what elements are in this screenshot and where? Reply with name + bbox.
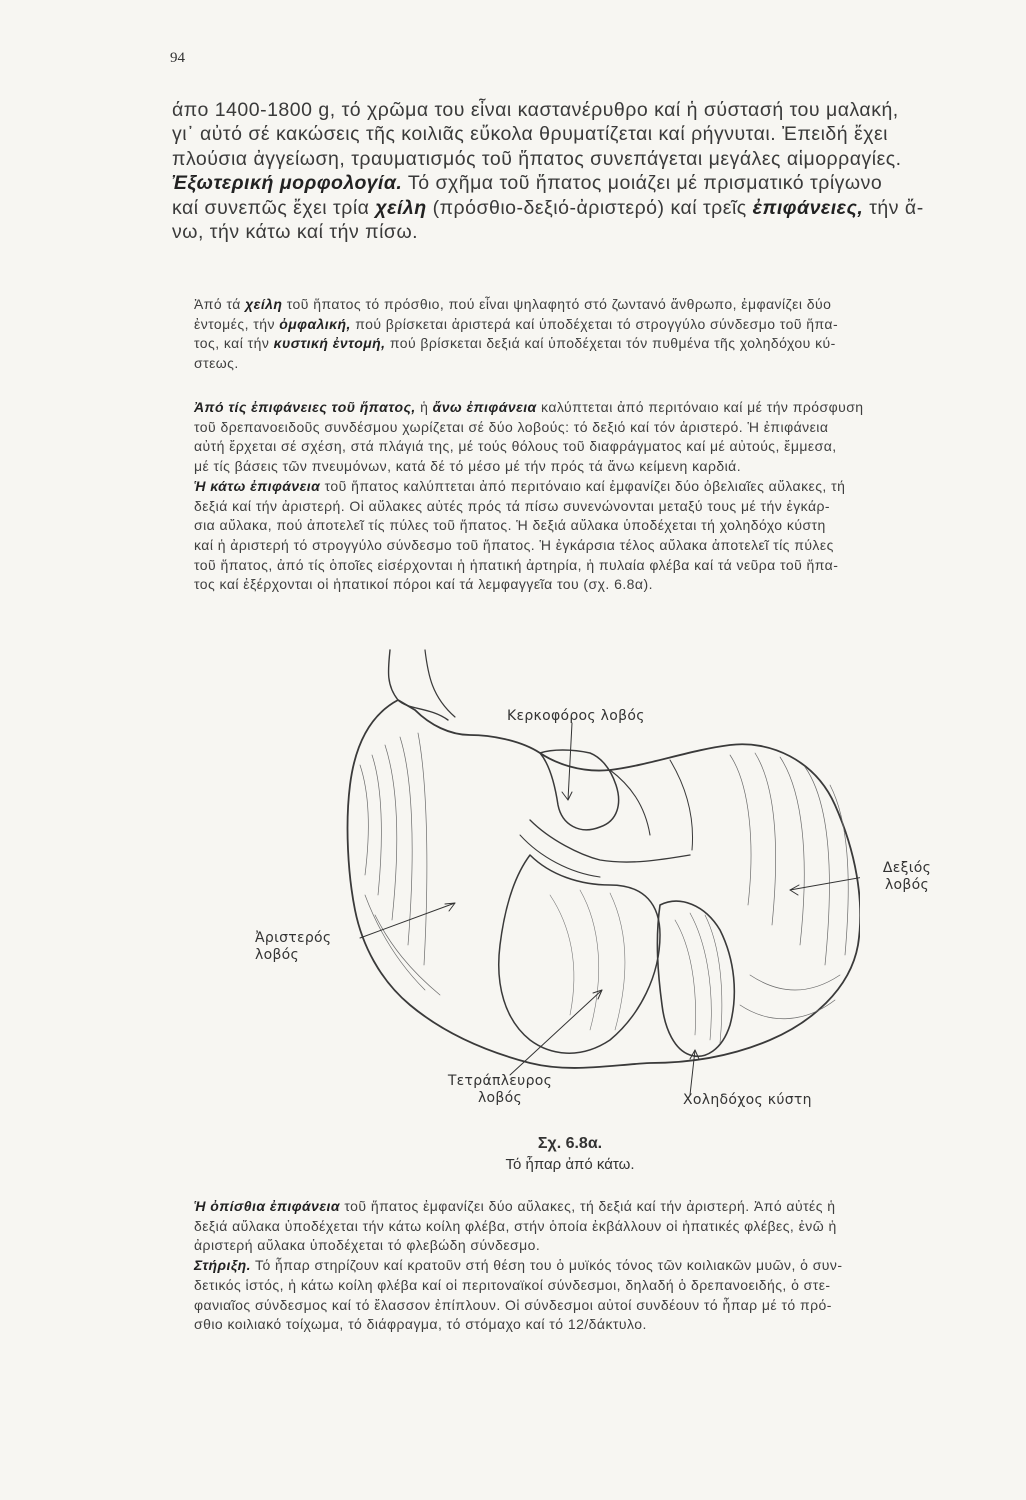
- intro-line: πλούσια ἀγγείωση, τραυματισμός τοῦ ἥπατος συνεπάγεται μεγάλες αἱμορραγίες.: [172, 147, 902, 170]
- posterior-paragraph: [194, 1197, 1012, 1335]
- label-left-lobe: [255, 930, 360, 964]
- intro-text: (πρόσθιο-δεξιό-ἀριστερό) καί τρεῖς: [426, 196, 753, 219]
- label-line: λοβός: [255, 947, 300, 963]
- label-line: Τετράπλευρος: [447, 1073, 553, 1089]
- text: ἡ: [415, 399, 433, 415]
- term: Στήριξη.: [194, 1257, 251, 1274]
- term: ἄνω ἐπιφάνεια: [432, 399, 537, 415]
- text: τοῦ ἥπατος τό πρόσθιο, πού εἶναι ψηλαφητό στό ζωντανό ἄνθρωπο, ἐμφανίζει δύο: [282, 296, 832, 312]
- intro-line: γι᾽ αὐτό σέ κακώσεις τῆς κοιλιᾶς εὔκολα θρυματίζεται καί ρήγνυται. Ἐπειδή ἔχει: [172, 123, 889, 146]
- text: φανιαῖος σύνδεσμος καί τό ἔλασσον ἐπίπλουν. Οἱ σύνδεσμοι αὐτοί συνδέουν τό ἧπαρ μέ τό πρό-: [194, 1296, 832, 1313]
- text: δεξιά αὔλακα ὑποδέχεται τήν κάτω κοίλη φλέβα, στήν ὁποία ἐκβάλλουν οἱ ἡπατικές φλέβες, ἐνῶ ἡ: [194, 1217, 837, 1234]
- text: δεξιά καί τήν ἀριστερή. Οἱ αὔλακες αὐτές πρός τά πίσω συνενώνονται μεταξύ τους μέ τήν ἐγκάρ-: [194, 497, 831, 514]
- text: σια αὔλακα, πού ἀποτελεῖ τίς πύλες τοῦ ἥπατος. Ἡ δεξιά αὔλακα ὑποδέχεται τή χοληδόχο κύστη: [194, 517, 826, 534]
- surfaces-paragraph: [194, 398, 1012, 595]
- caption-title: Σχ. 6.8α.: [537, 1135, 603, 1152]
- caption-text: Τό ἧπαρ ἀπό κάτω.: [505, 1156, 635, 1173]
- label-line: λοβός: [884, 877, 930, 893]
- text: καλύπτεται ἀπό περιτόναιο καί μέ τήν πρόσφυση: [536, 399, 864, 415]
- term: χείλη: [245, 296, 283, 312]
- label-caudate-lobe: Κερκοφόρος λοβός: [507, 708, 645, 724]
- figure-caption: [440, 1133, 700, 1175]
- text: στεως.: [194, 355, 239, 372]
- page-number: 94: [170, 50, 185, 66]
- term: κυστική ἐντομή,: [273, 335, 386, 352]
- intro-text: τήν ἄ-: [863, 196, 924, 219]
- text: Τό ἧπαρ στηρίζουν καί κρατοῦν στή θέση του ὁ μυϊκός τόνος τῶν κοιλιακῶν μυῶν, ὁ συν-: [250, 1257, 843, 1274]
- liver-figure: [250, 645, 932, 1125]
- text: τος, καί τήν: [194, 335, 274, 352]
- term: Ἡ κάτω ἐπιφάνεια: [194, 477, 321, 494]
- text: αὐτή ἔρχεται σέ σχέση, στά πλάγιά της, μέ τούς θόλους τοῦ διαφράγματος καί μέ αὐτούς, ἔμμεσα,: [194, 438, 837, 455]
- text: ἀριστερή αὔλακα ὑποδέχεται τό φλεβώδη σύνδεσμο.: [194, 1237, 541, 1254]
- text: τοῦ ἥπατος καλύπτεται ἀπό περιτόναιο καί ἐμφανίζει δύο ὀβελιαῖες αὔλακες, τή: [320, 477, 846, 494]
- label-quadrate-lobe: [440, 1073, 560, 1107]
- text: δετικός ἱστός, ἡ κάτω κοίλη φλέβα καί οἱ περιτοναϊκοί σύνδεσμοι, δηλαδή ὁ δρεπανοειδής, ὁ στε-: [194, 1276, 831, 1293]
- label-line: Δεξιός: [882, 860, 932, 876]
- text: πού βρίσκεται δεξιά καί ὑποδέχεται τόν πυθμένα τῆς χοληδόχου κύ-: [385, 335, 836, 352]
- text: μέ τίς βάσεις τῶν πνευμόνων, κατά δέ τό μέσο μέ τήν πρός τά ἄνω κείμενη καρδιά.: [194, 458, 742, 475]
- text: ἐντομές, τήν: [194, 315, 280, 332]
- morphology-heading: Ἐξωτερική μορφολογία.: [172, 172, 403, 195]
- label-gallbladder: Χοληδόχος κύστη: [683, 1092, 812, 1108]
- text: τοῦ δρεπανοειδοῦς συνδέσμου χωρίζεται σέ δύο λοβούς: τό δεξιό καί τόν ἀριστερό. Ἡ ἐπιφάνεια: [194, 418, 829, 435]
- cheili-paragraph: [194, 295, 1012, 374]
- text: σθιο κοιλιακό τοίχωμα, τό διάφραγμα, τό στόμαχο καί τό 12/δάκτυλο.: [194, 1316, 647, 1333]
- label-line: Ἀριστερός: [255, 930, 332, 946]
- label-line: λοβός: [477, 1090, 523, 1106]
- text: πού βρίσκεται ἀριστερά καί ὑποδέχεται τό στρογγύλο σύνδεσμο τοῦ ἥπα-: [350, 315, 839, 332]
- intro-paragraph: [172, 98, 1010, 244]
- text: τοῦ ἥπατος, ἀπό τίς ὁποῖες εἰσέρχονται ἡ ἡπατική ἀρτηρία, ἡ πυλαία φλέβα καί τά νεῦρα τοῦ ἥπα-: [194, 556, 839, 573]
- text: Ἀπό τά: [194, 296, 246, 312]
- intro-text: Τό σχῆμα τοῦ ἥπατος μοιάζει μέ πρισματικό τρίγωνο: [402, 172, 883, 195]
- intro-text: νω, τήν κάτω καί τήν πίσω.: [172, 221, 419, 244]
- text: τοῦ ἥπατος ἐμφανίζει δύο αὔλακες, τή δεξιά καί τήν ἀριστερή. Ἀπό αὐτές ἡ: [340, 1198, 836, 1214]
- term: Ἀπό τίς ἐπιφάνειες τοῦ ἥπατος,: [194, 399, 416, 415]
- term: ὀμφαλική,: [279, 315, 351, 332]
- term: Ἡ ὀπίσθια ἐπιφάνεια: [194, 1198, 341, 1214]
- text: τος καί ἐξέρχονται οἱ ἡπατικοί πόροι καί τά λεμφαγγεῖα του (σχ. 6.8α).: [194, 576, 653, 593]
- label-right-lobe: [877, 860, 937, 894]
- term-cheili: χείλη: [375, 196, 427, 219]
- text: καί ἡ ἀριστερή τό στρογγύλο σύνδεσμο τοῦ ἥπατος. Ἡ ἐγκάρσια τέλος αὔλακα ἀποτελεῖ τίς πύλες: [194, 536, 834, 553]
- term-epifaneies: ἐπιφάνειες,: [752, 196, 864, 219]
- intro-text: καί συνεπῶς ἔχει τρία: [172, 196, 376, 219]
- intro-line: άπο 1400-1800 g, τό χρῶμα του εἶναι καστανέρυθρο καί ἡ σύστασή του μαλακή,: [172, 99, 899, 121]
